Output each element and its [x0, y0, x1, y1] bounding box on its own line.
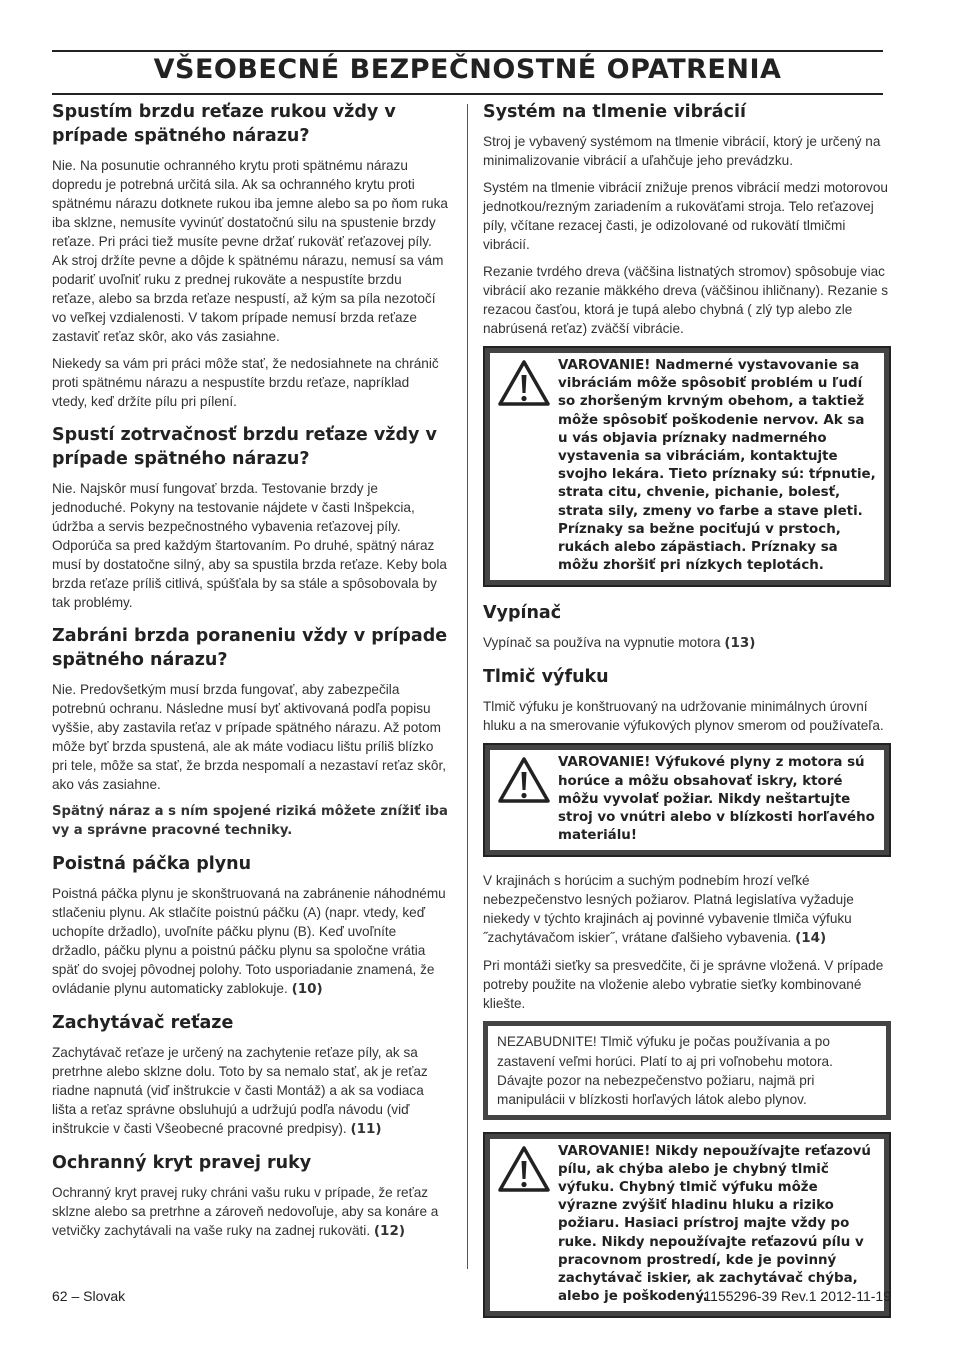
paragraph — [483, 871, 891, 948]
footer-document-id: 1155296-39 Rev.1 2012-11-19 — [703, 1288, 891, 1304]
header-rule-top — [52, 50, 883, 52]
section-heading: Tlmič výfuku — [483, 667, 609, 688]
section-throttle-lockout — [52, 852, 448, 999]
section-heading: Vypínač — [483, 603, 562, 624]
section-heading: Zabráni brzda poraneniu vždy v prípade spätného nárazu? — [52, 626, 448, 670]
figure-reference: (13) — [724, 635, 756, 652]
section-heading: Zachytávač reťaze — [52, 1013, 234, 1033]
section-chain-brake-injury — [52, 624, 448, 840]
figure-reference: (14) — [795, 930, 827, 947]
paragraph: Nie. Predovšetkým musí brzda fungovať, aby zabezpečila potrebnú ochranu. Následne musí byť aktivovaná podľa popisu vyššie, aby zastavila reťaz v prípade spätného nárazu. Až potom môže byť brzda spustená, ale ak máte vodiacu lištu príliš blízko pri tele, môže sa stať, že brzda nespomalí a nezastaví reťaz skôr, ako vás zasiahne. — [52, 682, 447, 792]
right-column — [483, 100, 891, 1332]
warning-box — [483, 743, 891, 857]
paragraph: Nie. Na posunutie ochranného krytu proti spätnému nárazu dopredu je potrebná určitá sila. Ak sa ochranného krytu proti spätnému nárazu dotknete rukou iba jemne alebo sa po ňom ruka iba sklzne, nemusíte vyvinúť dostatočnú silu na spustenie brzdy reťaze. Pri práci tiež musíte pevne držať rukoväť reťazovej píly. Ak stroj držíte pevne a dôjde k spätnému nárazu, nemusí sa vám podariť uvoľniť ruku z prednej rukoväte a nespustíte brzdu reťaze, alebo sa brzda reťaze nespustí, až kým sa píla nezotočí vo veľkej vzdialenosti. V takom prípade nemusí brzda reťaze zastaviť reťaz skôr, ako vás zasiahne. — [52, 158, 448, 344]
figure-reference: (12) — [373, 1223, 406, 1239]
paragraph: Pri montáži sieťky sa presvedčite, či je správne vložená. V prípade potreby použite na vloženie alebo vybratie sieťky kombinované kliešte. — [483, 958, 884, 1012]
paragraph — [52, 1043, 448, 1139]
figure-reference: (11) — [350, 1121, 382, 1137]
section-vibration-damping — [483, 100, 891, 587]
section-muffler — [483, 665, 891, 1318]
warning-text: VAROVANIE! Výfukové plyny z motora sú horúce a môžu obsahovať iskry, ktoré môžu vyvolať požiar. Nikdy neštartujte stroj vo vnútri alebo v blízkosti horľavého materiálu! — [558, 755, 875, 844]
paragraph: Stroj je vybavený systémom na tlmenie vibrácií, ktorý je určený na minimalizovanie vibrácií a uľahčuje jeho prevádzku. — [483, 134, 881, 168]
paragraph-bold: Spätný náraz a s ním spojené riziká môžete znížiť iba vy a správne pracovné techniky. — [52, 804, 448, 838]
figure-reference: (10) — [291, 981, 323, 997]
left-column — [52, 100, 448, 1253]
section-chain-brake-inertia — [52, 423, 448, 612]
paragraph-text: Zachytávač reťaze je určený na zachytenie reťaze píly, ak sa pretrhne alebo sklzne dolu. Toto by sa nemalo stať, ak je reťaz riadne napnutá (viď inštrukcie v časti Montáž) a ak sa vodiaca lišta a reťaz správne obsluhujú a udržujú podľa návodu (viď inštrukcie v časti Všeobecné pracovné predpisy). — [52, 1045, 428, 1136]
section-chain-brake-hand — [52, 100, 448, 411]
section-heading: Poistná páčka plynu — [52, 854, 252, 874]
note-box — [483, 1021, 891, 1119]
paragraph: Rezanie tvrdého dreva (väčšina listnatých stromov) spôsobuje viac vibrácií ako rezanie mäkkého dreva (väčšinou ihličnany). Rezanie s rezacou časťou, ktorá je tupá alebo chybná ( zlý typ alebo zle nabrúsená reťaz) zväčší vibrácie. — [483, 264, 888, 336]
warning-text: VAROVANIE! Nikdy nepoužívajte reťazovú pílu, ak chýba alebo je chybný tlmič výfuku. Chybný tlmič výfuku môže výrazne zvýšiť hladinu hluku a riziko požiaru. Hasiaci prístroj majte vždy po ruke. Nikdy nepoužívajte reťazovú pílu v pracovnom prostredí, kde je povinný zachytávač iskier, ak zachytávač chýba, alebo je poškodený. — [558, 1143, 871, 1305]
paragraph — [483, 633, 891, 653]
footer-page-number: 62 – Slovak — [52, 1288, 126, 1304]
paragraph — [52, 884, 448, 999]
note-text: NEZABUDNITE! Tlmič výfuku je počas používania a po zastavení veľmi horúci. Platí to aj pri voľnobehu motora. Dávajte pozor na nebezpečenstvo požiaru, najmä pri manipulácii v blízkosti horľavých látok alebo plynov. — [488, 1026, 886, 1114]
section-heading: Spustí zotrvačnosť brzdu reťaze vždy v prípade spätného nárazu? — [52, 425, 437, 469]
paragraph: Systém na tlmenie vibrácií znižuje prenos vibrácií medzi motorovou jednotkou/rezným zariadením a rukoväťami stroja. Telo reťazovej píly, včítane rezacej časti, je odizolované od rukovätí tlmičmi vibrácií. — [483, 180, 888, 252]
paragraph-text: Ochranný kryt pravej ruky chráni vašu ruku v prípade, že reťaz sklzne alebo sa pretrhne a zároveň nedovoľuje, aby sa konáre a vetvičky zachytávali na vaše ruky na zadnej rukoväti. — [52, 1185, 439, 1238]
paragraph-text: Poistná páčka plynu je skonštruovaná na zabránenie náhodnému stlačeniu plynu. Ak stlačíte poistnú páčku (A) (napr. vtedy, keď uchopíte držadlo), uvoľníte páčku plynu (B). Keď uvoľníte držadlo, páčku plynu a poistnú páčku plynu sa spoločne vrátia späť do svojej pôvodnej polohy. Toto usporiadanie znamená, že ovládanie plynu automaticky zablokuje. — [52, 886, 446, 996]
paragraph — [52, 1183, 448, 1241]
paragraph: Tlmič výfuku je konštruovaný na udržovanie minimálnych úrovní hluku a na smerovanie výfukových plynov smerom od používateľa. — [483, 699, 884, 734]
warning-triangle-icon — [498, 1143, 558, 1307]
warning-triangle-icon — [498, 754, 558, 845]
paragraph: Nie. Najskôr musí fungovať brzda. Testovanie brzdy je jednoduché. Pokyny na testovanie nájdete v časti Inšpekcia, údržba a servis bezpečnostného vybavenia reťazovej píly. Odporúča sa pred každým štartovaním. Po druhé, spätný náraz musí by dostatočne silný, aby sa spustila brzda reťaze. Keby bola brzda reťaze príliš citlivá, spúšťala by sa stále a spôsobovala by tak problémy. — [52, 481, 447, 610]
page-title: VŠEOBECNÉ BEZPEČNOSTNÉ OPATRENIA — [153, 54, 782, 85]
section-stop-switch — [483, 601, 891, 653]
paragraph-text: Vypínač sa používa na vypnutie motora — [483, 635, 721, 651]
section-heading: Spustím brzdu reťaze rukou vždy v prípade spätného nárazu? — [52, 102, 396, 146]
section-heading: Systém na tlmenie vibrácií — [483, 102, 746, 122]
column-divider — [467, 104, 468, 1269]
warning-triangle-icon — [498, 357, 558, 575]
section-right-hand-guard — [52, 1151, 448, 1241]
warning-text: VAROVANIE! Nadmerné vystavovanie sa vibráciám môže spôsobiť problém u ľudí so zhoršeným krvným obehom, a taktiež môže spôsobiť poškodenie nervov. Ak sa u vás objavia príznaky nadmerného vystavenia sa vibráciám, kontaktujte svojho lekára. Tieto príznaky sú: tŕpnutie, strata citu, chvenie, pichanie, bolesť, strata sily, zmeny vo farbe a stave pleti. Príznaky sa bežne pociťujú v prstoch, rukách alebo zápästiach. Príznaky sa môžu zhoršiť pri nízkych teplotách. — [558, 358, 876, 574]
paragraph-text: V krajinách s horúcim a suchým podnebím hrozí veľké nebezpečenstvo lesných požiarov. Platná legislatíva vyžaduje niekedy v týchto krajinách aj povinné vybavenie tlmiča výfuku ˝zachytávačom iskier˝, vrátane ďalšieho vybavenia. — [483, 873, 854, 946]
paragraph: Niekedy sa vám pri práci môže stať, že nedosiahnete na chránič proti spätnému nárazu a nespustíte brzdu reťaze, napríklad vtedy, keď držíte pílu pri pílení. — [52, 356, 439, 409]
section-chain-catcher — [52, 1011, 448, 1139]
header-rule-bottom — [52, 93, 883, 95]
section-heading: Ochranný kryt pravej ruky — [52, 1153, 312, 1173]
warning-box — [483, 346, 891, 587]
